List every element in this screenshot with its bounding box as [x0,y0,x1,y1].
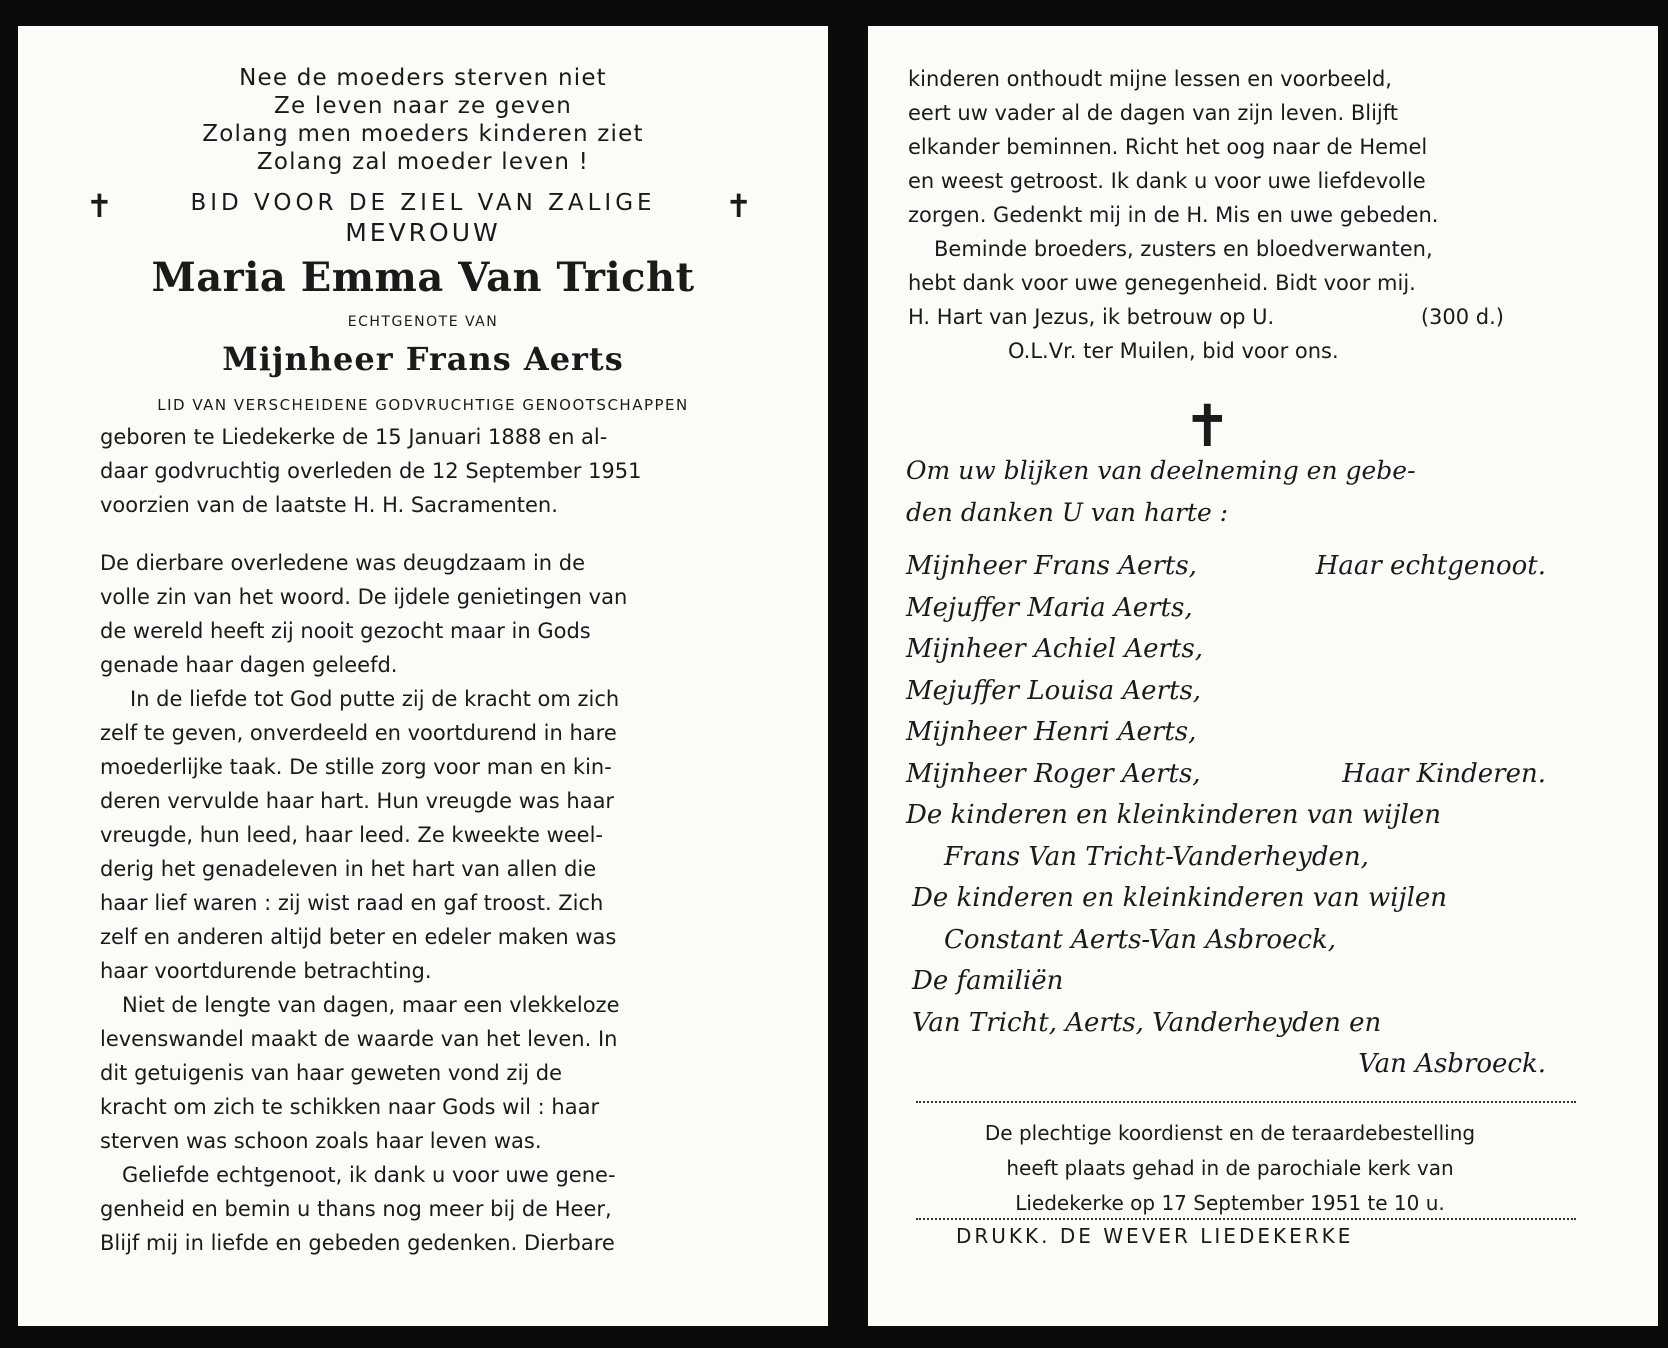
cross-icon: ✝ [86,187,113,225]
eulogy-line: De dierbare overledene was deugdzaam in de [100,551,586,575]
funeral-notice [910,1116,1550,1221]
farewell-line: kinderen onthoudt mijne lessen en voorbeeld, [908,67,1392,91]
eulogy-line: derig het genadeleven in het hart van allen die [100,857,597,881]
family-member-name: Mijnheer Henri Aerts, [906,717,1197,747]
siblings-line: Beminde broeders, zusters en bloedverwanten, [934,237,1433,261]
thanks-section [906,450,1546,1086]
eulogy [100,546,720,1260]
eulogy-line: vreugde, hun leed, haar leed. Ze kweekte weel- [100,823,604,847]
eulogy-line: In de liefde tot God putte zij de kracht om zich [130,687,620,711]
eulogy-line: kracht om zich te schikken naar Gods wil : haar [100,1095,600,1119]
eulogy-line: de wereld heeft zij nooit gezocht maar in Gods [100,619,591,643]
family-member-name: Mejuffer Louisa Aerts, [906,675,1202,706]
poem-line: Zolang zal moeder leven ! [256,149,590,175]
family-role: Haar echtgenoot. [1315,551,1546,581]
relatives-line: De kinderen en kleinkinderen van wijlen [906,800,1442,830]
divider [916,1101,1576,1103]
family-member [906,754,1546,796]
eulogy-line: zelf en anderen altijd beter en edeler maken was [100,925,617,949]
cross-icon: ✝ [725,187,752,225]
poem-line: Zolang men moeders kinderen ziet [202,121,644,147]
poem [18,64,828,176]
farewell-line: en weest getroost. Ik dank u voor uwe liefdevolle [908,169,1426,193]
memorial-card-right [868,26,1658,1326]
birth-death-info [100,420,740,522]
prayer-row [908,300,1528,334]
divider [916,1218,1576,1220]
siblings-line: hebt dank voor uwe genegenheid. Bidt voor mij. [908,271,1416,295]
eulogy-line: moederlijke taak. De stille zorg voor man en kin- [100,755,612,779]
cross-icon: ✝ [1183,392,1232,460]
funeral-line: De plechtige koordienst en de teraardebestelling [984,1121,1476,1145]
relatives-line: Constant Aerts-Van Asbroeck, [944,924,1337,955]
indulgence: (300 d.) [1420,305,1504,329]
eulogy-line: Blijf mij in liefde en gebeden gedenken. Dierbare [100,1231,615,1255]
prayer-request: BID VOOR DE ZIEL VAN ZALIGE [190,190,656,216]
eulogy-line: dit getuigenis van haar geweten vond zij de [100,1061,563,1085]
thanks-intro-line: den danken U van harte : [906,498,1229,527]
family-member-name: Mejuffer Maria Aerts, [906,592,1193,623]
eulogy-line: genheid en bemin u thans nog meer bij de Heer, [100,1197,612,1221]
birth-line: geboren te Liedekerke de 15 Januari 1888 en al- [100,425,608,449]
family-member-name: Mijnheer Frans Aerts, [906,551,1197,581]
family-member-name: Mijnheer Achiel Aerts, [906,634,1203,664]
prayer-line: H. Hart van Jezus, ik betrouw op U. [908,305,1275,329]
farewell-line: elkander beminnen. Richt het oog naar de Hemel [908,135,1428,159]
funeral-line: Liedekerke op 17 September 1951 te 10 u. [1015,1191,1445,1215]
prayer-line-2: O.L.Vr. ter Muilen, bid voor ons. [1008,339,1339,363]
thanks-intro-line: Om uw blijken van deelneming en gebe- [906,456,1416,485]
eulogy-line: Niet de lengte van dagen, maar een vlekkeloze [122,993,620,1017]
family-member [906,546,1546,588]
relatives-line: Van Asbroeck. [1358,1049,1546,1079]
eulogy-line: haar voortdurende betrachting. [100,959,432,983]
relatives-line: De kinderen en kleinkinderen van wijlen [912,883,1448,913]
family-list [906,546,1546,1086]
eulogy-line: zelf te geven, onverdeeld en voortdurend in hare [100,721,617,745]
deceased-name: Maria Emma Van Tricht [151,254,695,301]
family-member [906,629,1546,671]
memorial-card-left [18,26,828,1326]
relatives-line: Frans Van Tricht-Vanderheyden, [944,841,1369,872]
family-member-name: Mijnheer Roger Aerts, [906,758,1201,789]
family-member [906,588,1546,630]
family-member [906,671,1546,713]
family-member [906,712,1546,754]
farewell-line: zorgen. Gedenkt mij in de H. Mis en uwe gebeden. [908,203,1439,227]
honorific: MEVROUW [345,218,501,247]
relatives-line: De familiën [912,966,1064,996]
family-role: Haar Kinderen. [1342,758,1546,789]
poem-line: Nee de moeders sterven niet [239,65,607,91]
eulogy-line: haar lief waren : zij wist raad en gaf troost. Zich [100,891,604,915]
farewell-text [908,62,1528,368]
eulogy-line: deren vervulde haar hart. Hun vreugde was haar [100,789,615,813]
spouse-label: ECHTGENOTE VAN [347,314,499,330]
farewell-line: eert uw vader al de dagen van zijn leven. Blijft [908,101,1399,125]
printer-credit: DRUKK. DE WEVER LIEDEKERKE [956,1224,1354,1248]
relatives-line: Van Tricht, Aerts, Vanderheyden en [912,1007,1382,1038]
birth-line: voorzien van de laatste H. H. Sacramenten. [100,493,558,517]
membership: LID VAN VERSCHEIDENE GODVRUCHTIGE GENOOTSCHAPPEN [157,396,689,414]
spouse-name: Mijnheer Frans Aerts [222,340,624,378]
eulogy-line: sterven was schoon zoals haar leven was. [100,1129,542,1153]
birth-line: daar godvruchtig overleden de 12 September 1951 [100,459,642,483]
eulogy-line: genade haar dagen geleefd. [100,653,398,677]
eulogy-line: Geliefde echtgenoot, ik dank u voor uwe gene- [122,1163,616,1187]
funeral-line: heeft plaats gehad in de parochiale kerk van [1006,1156,1454,1180]
poem-line: Ze leven naar ze geven [274,93,572,119]
eulogy-line: volle zin van het woord. De ijdele genietingen van [100,585,628,609]
eulogy-line: levenswandel maakt de waarde van het leven. In [100,1027,618,1051]
